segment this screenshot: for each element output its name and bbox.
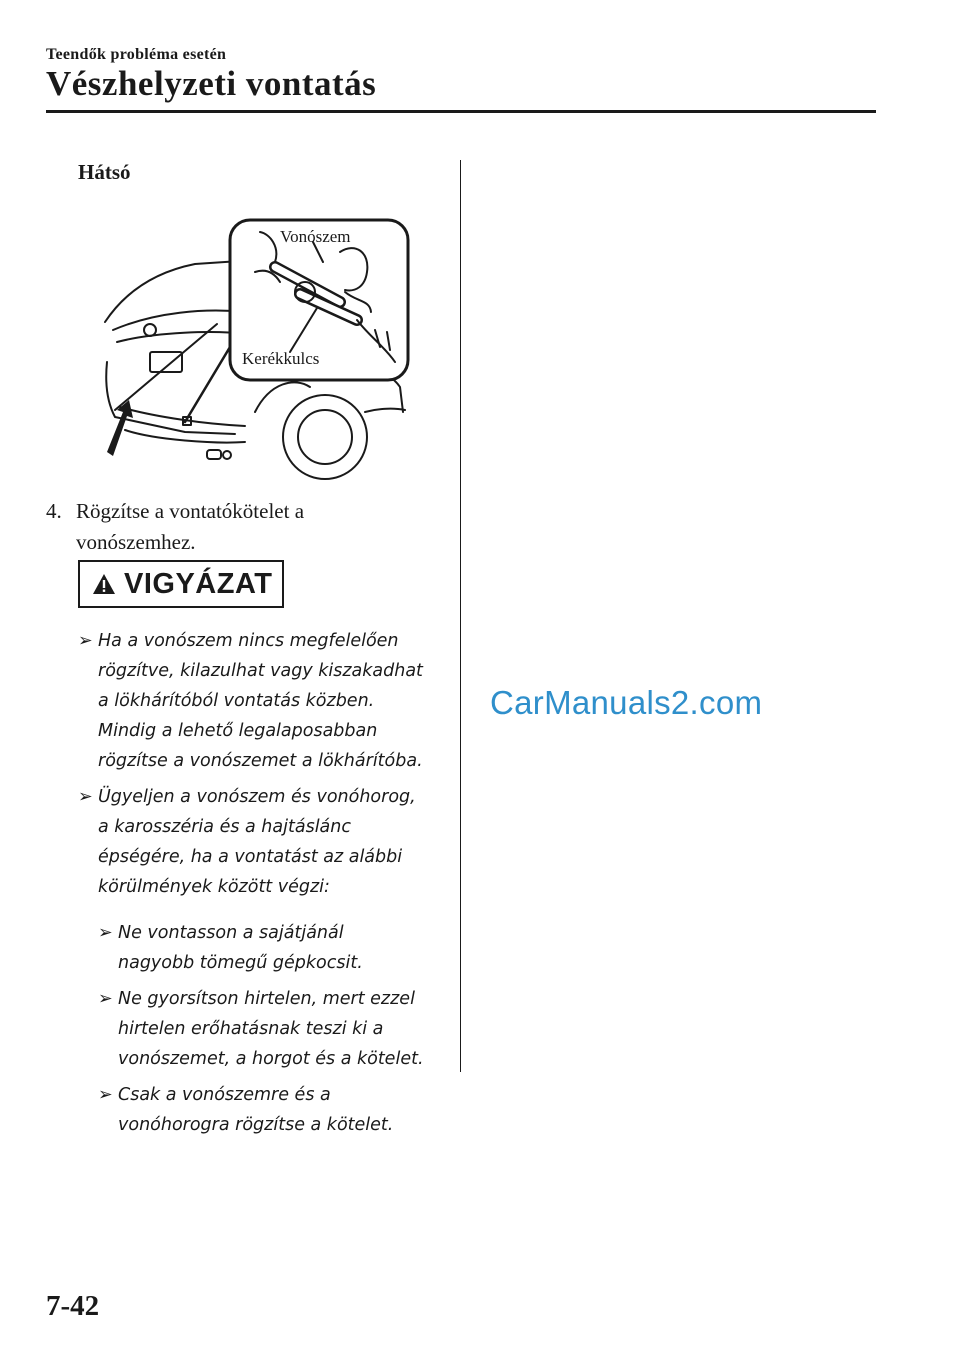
section-label: Teendők probléma esetén [46, 46, 227, 63]
step-text-line-1: Rögzítse a vontatókötelet a [76, 499, 305, 523]
caution-sub-list [98, 918, 458, 1140]
caution-bullet: ➢ Ha a vonószem nincs megfelelően rögzítve, kilazulhat vagy kiszakadhat a lökhárítóból vontatás közben. Mindig a lehető legalaposabban rögzítse a vonószemet a lökhárítóba. [78, 626, 458, 776]
label-tow-eye: Vonószem [280, 227, 351, 246]
step-4 [46, 496, 446, 558]
subheading-rear: Hátsó [78, 160, 131, 184]
caution-box [78, 560, 284, 608]
caution-bullets [78, 626, 458, 1146]
arrow-bullet-icon: ➢ [78, 787, 93, 807]
caution-sub-bullet: ➢ Ne vontasson a sajátjánál nagyobb tömegű gépkocsit. [98, 918, 458, 978]
inset-detail [230, 220, 408, 380]
step-text-line-2: vonószemhez. [76, 530, 196, 554]
arrow-bullet-icon: ➢ [98, 923, 113, 943]
caution-sub-bullet: ➢ Csak a vonószemre és a vonóhorogra rögzítse a kötelet. [98, 1080, 458, 1140]
arrow-bullet-icon: ➢ [98, 1085, 113, 1105]
caution-bullet: ➢ Ügyeljen a vonószem és vonóhorog, a karosszéria és a hajtáslánc épségére, ha a vontatást az alábbi körülmények között végzi: [78, 782, 458, 902]
arrow-bullet-icon: ➢ [98, 989, 113, 1009]
warning-triangle-icon [92, 573, 116, 595]
arrow-bullet-icon: ➢ [78, 631, 93, 651]
rear-tow-eye-illustration [95, 212, 415, 492]
step-number: 4. [46, 499, 62, 523]
caution-sub-bullet: ➢ Ne gyorsítson hirtelen, mert ezzel hirtelen erőhatásnak teszi ki a vonószemet, a horgot és a kötelet. [98, 984, 458, 1074]
caution-label: VIGYÁZAT [124, 567, 273, 600]
page-number: 7-42 [46, 1290, 100, 1322]
watermark-link[interactable]: CarManuals2.com [490, 684, 763, 721]
title-rule [46, 110, 876, 113]
column-divider [460, 160, 461, 1072]
page-title: Vészhelyzeti vontatás [46, 64, 377, 103]
label-wheel-wrench: Kerékkulcs [242, 349, 320, 368]
